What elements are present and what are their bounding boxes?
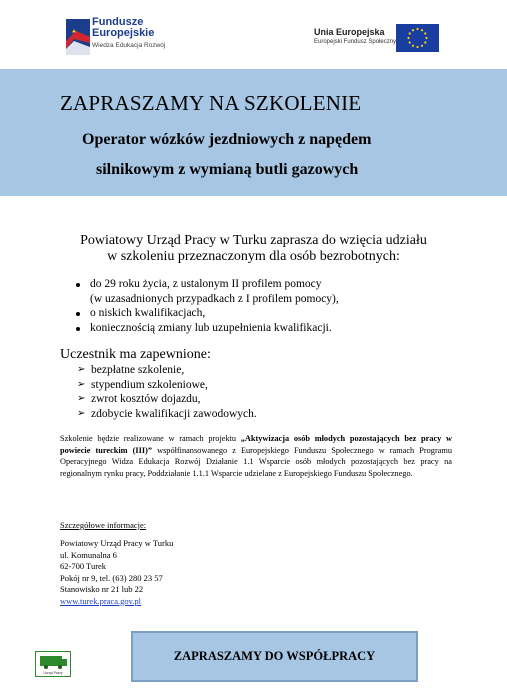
fundusze-europejskie-logo (66, 17, 226, 59)
list-item: o niskich kwalifikacjach, (74, 306, 339, 321)
page-title: ZAPRASZAMY NA SZKOLENIE (60, 91, 362, 115)
bullet-icon (76, 283, 80, 287)
list-item: do 29 roku życia, z ustalonym II profilem pomocy (74, 277, 339, 292)
eligibility-list (74, 277, 339, 335)
list-item: ➢ zdobycie kwalifikacji zawodowych. (77, 407, 257, 420)
footer-cta-box (131, 631, 418, 682)
list-item-continuation: (w uzasadnionych przypadkach z I profilem pomocy), (90, 292, 339, 305)
bus-icon (36, 652, 70, 676)
fe-logo-subtitle: Wiedza Edukacja Rozwój (92, 42, 166, 49)
eu-flag-icon (396, 24, 439, 52)
list-item: ➢ bezpłatne szkolenie, (77, 364, 185, 376)
list-item: ➢ stypendium szkoleniowe, (77, 378, 208, 391)
intro-line1: Powiatowy Urząd Pracy w Turku zaprasza do wzięcia udziału (80, 233, 427, 248)
logo-bar (0, 0, 507, 68)
footer-cta-text: ZAPRASZAMY DO WSPÓŁPRACY (173, 649, 376, 663)
contact-line: ul. Komunalna 6 (60, 549, 117, 560)
contact-heading: Szczegółowe informacje: (60, 520, 147, 530)
contact-block (60, 538, 173, 607)
fundusze-europejskie-emblem-icon (66, 19, 90, 55)
contact-line: Powiatowy Urząd Pracy w Turku (60, 538, 174, 548)
svg-text:Urząd Pracy: Urząd Pracy (43, 671, 63, 675)
pup-turek-logo (35, 651, 71, 677)
bullet-icon (76, 312, 80, 316)
title-banner (0, 69, 507, 196)
contact-line: Pokój nr 9, tel. (63) 280 23 57 (60, 572, 163, 583)
course-name-line2: silnikowym z wymianą butli gazowych (96, 161, 359, 178)
website-link[interactable]: www.turek.praca.gov.pl (60, 595, 142, 606)
list-item: koniecznością zmiany lub uzupełnienia kwalifikacji. (74, 321, 339, 336)
ue-logo-title: Unia Europejska (314, 27, 385, 37)
bullet-icon (76, 327, 80, 331)
arrow-bullet-icon: ➢ (77, 378, 86, 390)
fe-logo-title: Fundusze Europejskie (92, 16, 155, 39)
arrow-bullet-icon: ➢ (77, 364, 86, 375)
intro-line2: w szkoleniu przeznaczonym dla osób bezrobotnych: (107, 249, 400, 264)
project-name: „Aktywizacja osób młodych pozostających bez pracy w powiecie tureckim (III)” (60, 434, 452, 455)
ue-logo-subtitle: Europejski Fundusz Społeczny (314, 39, 397, 45)
benefits-heading: Uczestnik ma zapewnione: (60, 347, 211, 362)
unia-europejska-logo (314, 24, 444, 54)
contact-line: Stanowisko nr 21 lub 22 (60, 584, 144, 594)
contact-line: 62-700 Turek (60, 561, 107, 571)
project-description: Szkolenie będzie realizowane w ramach projektu „Aktywizacja osób młodych pozostających bez pracy w powiecie tureckim (III)” współfinansowanego z Europejskiego Funduszu Społecznego w ramach Programu Operacyjnego Widza Edukacja Rozwój Działanie 1.1 Wsparcie osób młodych pozostających bez pracy na regionalnym rynku pracy, Poddziałanie 1.1.1 Wsparcie udzielane z Europejskiego Funduszu Społecznego. (60, 434, 452, 478)
course-name-line1: Operator wózków jezdniowych z napędem (82, 131, 372, 148)
list-item: ➢ zwrot kosztów dojazdu, (77, 393, 201, 405)
arrow-bullet-icon: ➢ (77, 407, 86, 419)
benefits-list (77, 363, 257, 421)
arrow-bullet-icon: ➢ (77, 393, 86, 404)
